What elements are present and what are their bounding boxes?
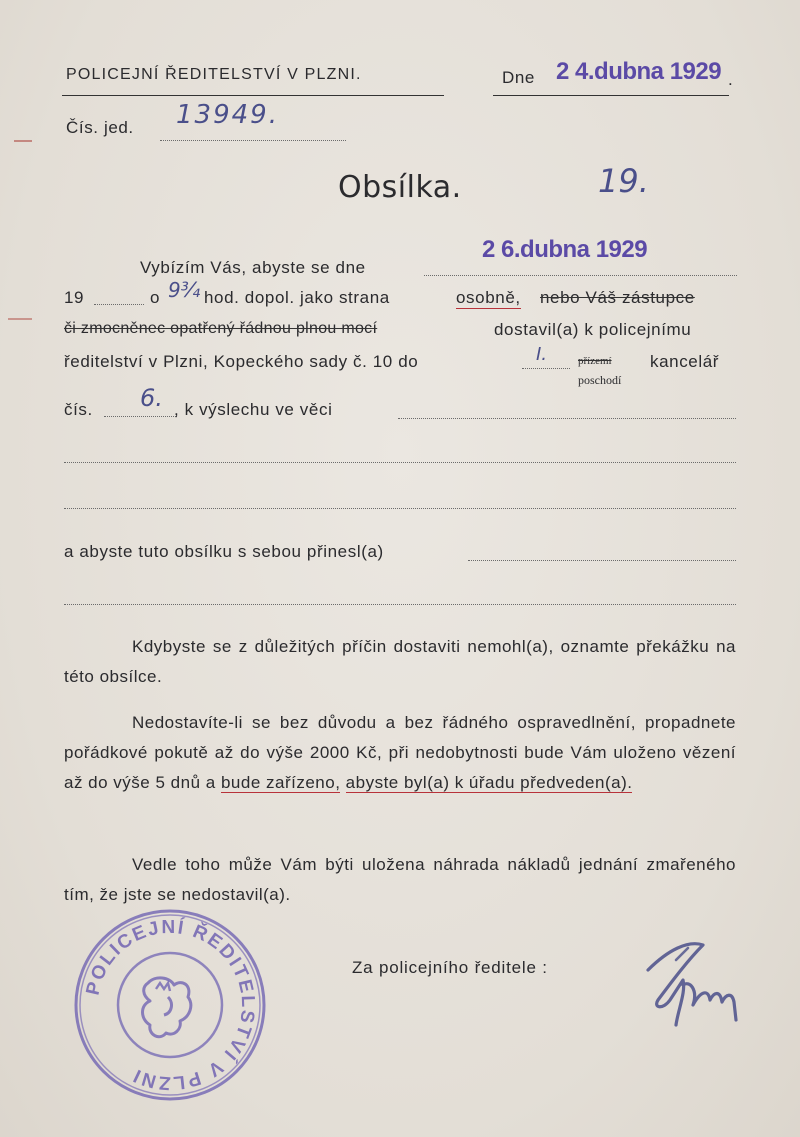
body-line-5b: , k výslechu ve věci bbox=[174, 400, 333, 419]
blank-line bbox=[64, 604, 736, 605]
signature-label: Za policejního ředitele : bbox=[352, 958, 548, 977]
page-title: Obsílka. bbox=[338, 170, 462, 205]
document-page: POLICEJNÍ ŘEDITELSTVÍ V PLZNI. Dne 2 4.dubna 1929 . Čís. jed. 13949. Obsílka. 19. Vybízím Vás, abyste se dne 2 6.dubna 1929 19 o 9¾ hod. dopol. jako strana osobně, nebo Váš zástupce či zmocněnec opatřený řádnou plnou mocí dostavil(a) k policejnímu ředitelství v Plzni, Kopeckého sady č. 10 do I. přízemí poschodí kancelář čís. 6. , k výslechu ve věci a abyste tuto obsílku s sebou přinesl(a) Kdybyste se z důležitých příčin dostaviti nemohl(a), oznamte překážku na této obsílce. Nedostavíte-li se bez důvodu a bez řádného ospravedlnění, propadnete pořádkové pokutě až do výše 2000 Kč, při nedobytnosti bude Vám uloženo vězení až do výše 5 dnů a bude zařízeno, abyste byl(a) k úřadu předveden(a). Vedle toho může Vám býti uložena náhrada nákladů jednání zmařeného tím, že jste se nedostavil(a). Za policejního ředitele : POLICEJNÍ ŘEDITELSTVÍ V PLZNI bbox=[0, 0, 800, 1137]
signature bbox=[628, 930, 748, 1040]
appointment-date-stamp: 2 6.dubna 1929 bbox=[482, 236, 648, 263]
struck-proxy: či zmocněnec opatřený řádnou plnou mocí bbox=[64, 320, 378, 337]
ref-number: 13949. bbox=[176, 100, 279, 130]
underlined-phrase-1: bude zařízeno, bbox=[220, 773, 341, 792]
underlined-phrase-2: abyste byl(a) k úřadu předveden(a). bbox=[345, 773, 633, 792]
body-line-4a: ředitelství v Plzni, Kopeckého sady č. 10 do bbox=[64, 352, 419, 371]
paragraph-costs: Vedle toho může Vám býti uložena náhrada nákladů jednání zmařeného tím, že jste se nedostavil(a). bbox=[64, 855, 736, 904]
floor-label: poschodí bbox=[578, 373, 622, 387]
blank-line bbox=[64, 462, 736, 463]
body-line-3b: dostavil(a) k policejnímu bbox=[494, 320, 692, 339]
authority-heading: POLICEJNÍ ŘEDITELSTVÍ V PLZNI. bbox=[66, 66, 362, 83]
paragraph-penalty: Nedostavíte-li se bez důvodu a bez řádného ospravedlnění, propadnete pořádkové pokutě až do výše 2000 Kč, při nedobytnosti bude Vám uloženo vězení až do výše 5 dnů a bude zařízeno, abyste byl(a) k úřadu předveden(a). bbox=[64, 713, 736, 792]
paragraph-excuse: Kdybyste se z důležitých příčin dostaviti nemohl(a), oznamte překážku na této obsílce. bbox=[64, 637, 736, 686]
blank-line bbox=[64, 508, 736, 509]
date-label: Dne bbox=[502, 68, 535, 87]
office-number: 6. bbox=[140, 384, 163, 412]
official-stamp bbox=[70, 905, 270, 1105]
office-label: kancelář bbox=[650, 352, 720, 371]
body-line-5a: čís. bbox=[64, 400, 93, 419]
date-stamp: 2 4.dubna 1929 bbox=[556, 58, 722, 85]
body-line-6: a abyste tuto obsílku s sebou přinesl(a) bbox=[64, 542, 384, 561]
body-line-1: Vybízím Vás, abyste se dne bbox=[140, 258, 366, 277]
hour-prefix: o bbox=[150, 288, 161, 307]
title-number: 19. bbox=[598, 162, 649, 200]
body-line-2a: hod. dopol. jako strana bbox=[204, 288, 390, 307]
struck-ground-floor: přízemí bbox=[578, 355, 612, 367]
year-prefix: 19 bbox=[64, 288, 85, 307]
osobne-underlined: osobně, bbox=[456, 288, 521, 307]
struck-representative: nebo Váš zástupce bbox=[540, 288, 695, 307]
stamp-text: POLICEJNÍ ŘEDITELSTVÍ V PLZNI bbox=[82, 916, 259, 1094]
hour-value: 9¾ bbox=[168, 278, 201, 302]
authority-underline bbox=[62, 95, 444, 96]
edge-mark bbox=[14, 140, 32, 142]
floor-value: I. bbox=[536, 344, 548, 365]
edge-mark bbox=[8, 318, 32, 320]
ref-label: Čís. jed. bbox=[66, 118, 134, 137]
date-underline bbox=[493, 95, 729, 96]
